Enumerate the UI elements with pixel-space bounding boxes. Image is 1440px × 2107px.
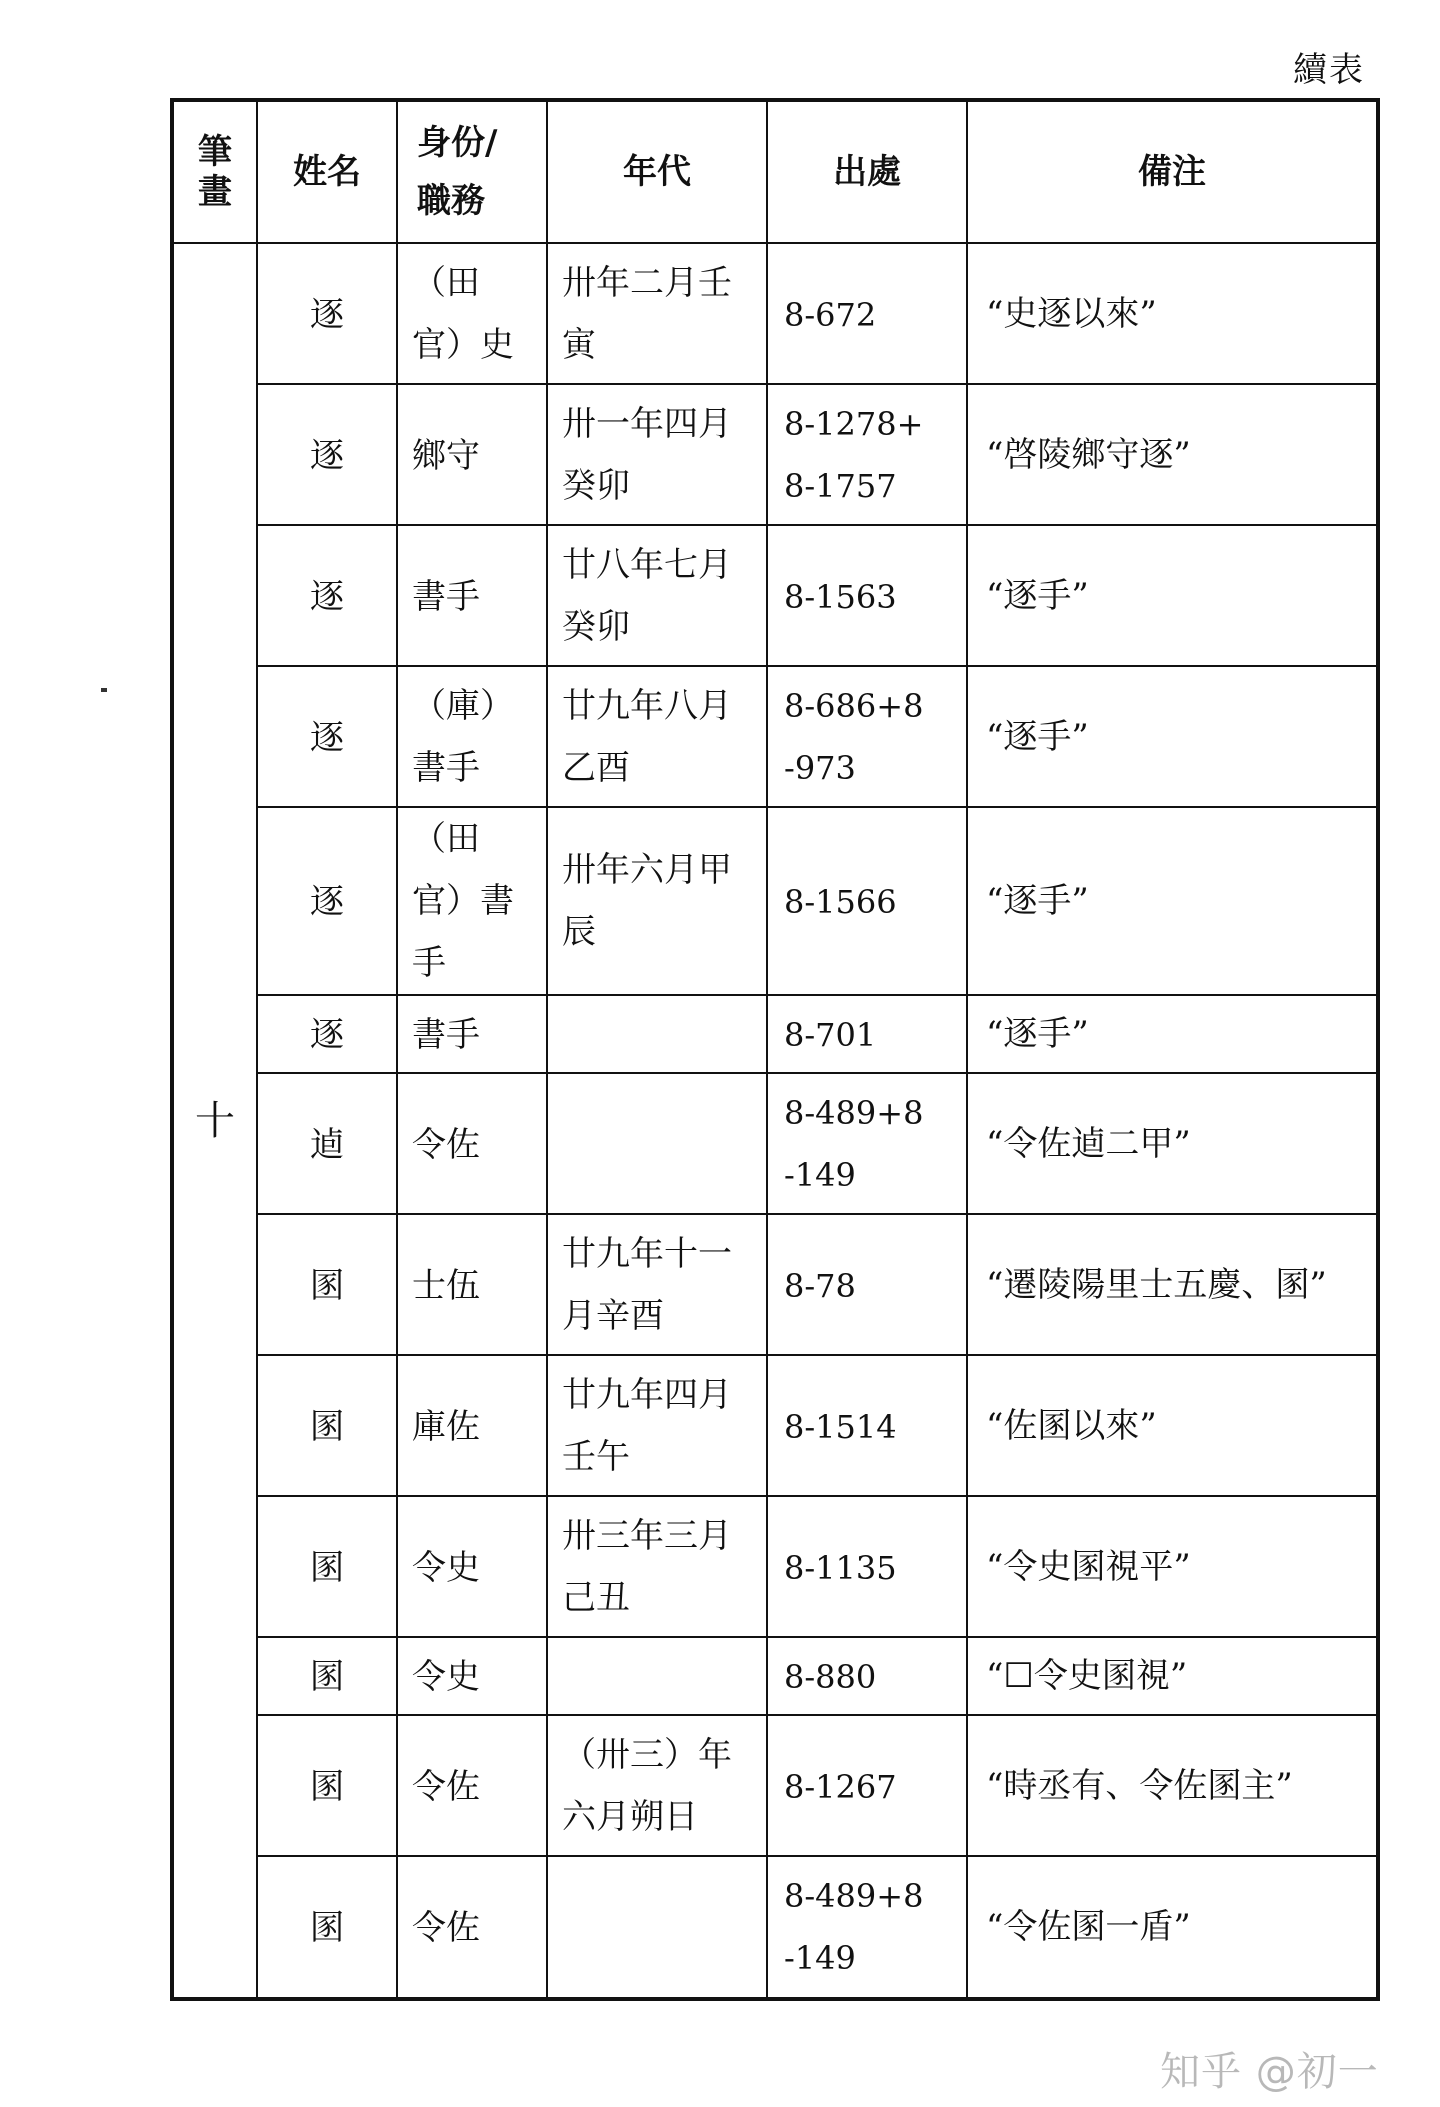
role-cell-text: 庫佐 [412, 1406, 480, 1447]
date-cell-text: 廿九年四月壬午 [562, 1374, 732, 1477]
date-cell-text: 廿八年七月癸卯 [562, 544, 732, 647]
date-cell-text: 廿九年八月乙酉 [562, 685, 732, 788]
watermark: 知乎 @初一 [1160, 2049, 1379, 2095]
role-cell [397, 1856, 547, 1999]
name-cell-text: 逐 [310, 882, 344, 922]
source-cell-text: 8-672 [784, 295, 877, 334]
note-cell [967, 1856, 1378, 1999]
date-cell-text: 廿九年十一月辛酉 [562, 1233, 732, 1336]
note-cell [967, 1355, 1378, 1496]
name-cell [257, 1496, 397, 1637]
scan-speck [101, 688, 107, 692]
source-cell [767, 1856, 967, 1999]
name-cell-text: 逐 [310, 294, 344, 335]
source-cell [767, 1637, 967, 1715]
header-role: 身份/職務 [397, 100, 547, 243]
note-cell [967, 243, 1378, 384]
note-cell [967, 1715, 1378, 1856]
role-cell-text: （庫）書手 [412, 685, 514, 788]
note-cell-text: “時丞有、令佐圂主” [986, 1765, 1293, 1806]
name-cell [257, 384, 397, 525]
table-row [172, 1496, 1378, 1637]
names-table [170, 98, 1380, 2001]
role-cell [397, 1073, 547, 1214]
date-cell [547, 525, 767, 666]
note-cell [967, 807, 1378, 995]
note-cell [967, 995, 1378, 1073]
note-cell [967, 1214, 1378, 1355]
table-row [172, 1856, 1378, 1999]
role-cell-text: 士伍 [412, 1265, 480, 1306]
note-cell-text: “逐手” [986, 575, 1089, 616]
source-cell [767, 1214, 967, 1355]
role-cell [397, 995, 547, 1073]
role-cell [397, 243, 547, 384]
name-cell-text: 逐 [310, 1015, 344, 1055]
note-cell-text: “遷陵陽里士五慶、圂” [986, 1264, 1327, 1305]
date-cell [547, 1715, 767, 1856]
date-cell [547, 1856, 767, 1999]
stroke-count-cell: 十 [172, 243, 257, 1999]
role-cell [397, 1637, 547, 1715]
table-row [172, 384, 1378, 525]
role-cell [397, 525, 547, 666]
header-source: 出處 [767, 100, 967, 243]
note-cell-text: “令佐圂一盾” [986, 1907, 1191, 1947]
date-cell [547, 807, 767, 995]
name-cell [257, 1214, 397, 1355]
table-row [172, 1355, 1378, 1496]
date-cell [547, 666, 767, 807]
name-cell [257, 1637, 397, 1715]
source-cell-text: 8-1566 [784, 883, 897, 922]
table-row [172, 1637, 1378, 1715]
source-cell-text: 8-1563 [784, 577, 897, 616]
source-cell [767, 1355, 967, 1496]
role-cell [397, 666, 547, 807]
note-cell [967, 525, 1378, 666]
name-cell-text: 逐 [310, 717, 344, 758]
role-cell [397, 1496, 547, 1637]
name-cell [257, 243, 397, 384]
name-cell-text: 逐 [310, 576, 344, 617]
table-row [172, 1073, 1378, 1214]
name-cell [257, 1715, 397, 1856]
note-cell-text: “逐手” [986, 716, 1089, 757]
date-cell-text: （卅三）年六月朔日 [562, 1734, 732, 1837]
name-cell-text: 逌 [310, 1124, 344, 1165]
name-cell-text: 圂 [310, 1547, 344, 1588]
name-cell-text: 圂 [310, 1766, 344, 1807]
table-row [172, 525, 1378, 666]
names-table-container [170, 98, 1376, 2001]
source-cell [767, 666, 967, 807]
source-cell-text: 8-1135 [784, 1548, 897, 1587]
note-cell [967, 1496, 1378, 1637]
note-cell-text: “逐手” [986, 881, 1089, 921]
role-cell-text: 令史 [412, 1547, 480, 1588]
note-cell-text: “☐令史圂視” [986, 1656, 1188, 1696]
note-cell [967, 666, 1378, 807]
name-cell-text: 圂 [310, 1908, 344, 1948]
source-cell-text: 8-1278+8-1757 [784, 404, 924, 505]
role-cell-text: 書手 [412, 1015, 480, 1055]
date-cell-text: 卅年二月壬寅 [562, 262, 732, 365]
table-row [172, 243, 1378, 384]
note-cell-text: “令佐逌二甲” [986, 1123, 1191, 1164]
source-cell-text: 8-1267 [784, 1767, 897, 1806]
note-cell [967, 384, 1378, 525]
date-cell [547, 995, 767, 1073]
name-cell [257, 995, 397, 1073]
source-cell-text: 8-1514 [784, 1407, 897, 1446]
source-cell [767, 525, 967, 666]
source-cell [767, 384, 967, 525]
name-cell [257, 1355, 397, 1496]
source-cell-text: 8-701 [784, 1016, 877, 1055]
role-cell [397, 384, 547, 525]
source-cell [767, 807, 967, 995]
role-cell-text: （田官）史 [412, 262, 514, 365]
note-cell-text: “佐圂以來” [986, 1405, 1157, 1446]
note-cell-text: “啓陵鄉守逐” [986, 434, 1191, 475]
name-cell [257, 525, 397, 666]
role-cell [397, 1715, 547, 1856]
header-name: 姓名 [257, 100, 397, 243]
role-cell [397, 807, 547, 995]
date-cell-text: 卅三年三月己丑 [562, 1515, 732, 1618]
name-cell [257, 666, 397, 807]
date-cell-text: 卅年六月甲辰 [562, 850, 732, 952]
note-cell-text: “逐手” [986, 1014, 1089, 1054]
role-cell [397, 1214, 547, 1355]
source-cell [767, 1715, 967, 1856]
header-row [172, 100, 1378, 243]
header-note: 備注 [967, 100, 1378, 243]
name-cell-text: 圂 [310, 1406, 344, 1447]
source-cell [767, 1073, 967, 1214]
note-cell [967, 1637, 1378, 1715]
date-cell [547, 1637, 767, 1715]
header-strokes: 筆畫 [172, 100, 257, 243]
role-cell-text: 令佐 [412, 1766, 480, 1807]
note-cell-text: “令史圂視平” [986, 1546, 1191, 1587]
note-cell [967, 1073, 1378, 1214]
table-body [172, 243, 1378, 1999]
date-cell [547, 243, 767, 384]
role-cell-text: 令佐 [412, 1124, 480, 1165]
header-date: 年代 [547, 100, 767, 243]
source-cell-text: 8-489+8-149 [784, 1093, 924, 1194]
table-row [172, 1715, 1378, 1856]
table-row [172, 995, 1378, 1073]
name-cell [257, 807, 397, 995]
role-cell [397, 1355, 547, 1496]
name-cell-text: 逐 [310, 435, 344, 476]
table-row [172, 807, 1378, 995]
date-cell-text: 卅一年四月癸卯 [562, 403, 732, 506]
source-cell-text: 8-880 [784, 1658, 877, 1697]
source-cell [767, 1496, 967, 1637]
source-cell-text: 8-78 [784, 1266, 856, 1305]
note-cell-text: “史逐以來” [986, 293, 1157, 334]
name-cell-text: 圂 [310, 1657, 344, 1697]
role-cell-text: （田官）書手 [412, 819, 514, 983]
continued-table-label: 續表 [1293, 50, 1365, 90]
role-cell-text: 書手 [412, 576, 480, 617]
date-cell [547, 1214, 767, 1355]
source-cell-text: 8-686+8-973 [784, 686, 924, 787]
source-cell [767, 995, 967, 1073]
name-cell-text: 圂 [310, 1265, 344, 1306]
table-row [172, 666, 1378, 807]
date-cell [547, 1073, 767, 1214]
date-cell [547, 1496, 767, 1637]
role-cell-text: 令佐 [412, 1908, 480, 1948]
name-cell [257, 1073, 397, 1214]
role-cell-text: 鄉守 [412, 435, 480, 476]
date-cell [547, 1355, 767, 1496]
role-cell-text: 令史 [412, 1657, 480, 1697]
source-cell-text: 8-489+8-149 [784, 1877, 924, 1977]
date-cell [547, 384, 767, 525]
name-cell [257, 1856, 397, 1999]
table-row [172, 1214, 1378, 1355]
source-cell [767, 243, 967, 384]
